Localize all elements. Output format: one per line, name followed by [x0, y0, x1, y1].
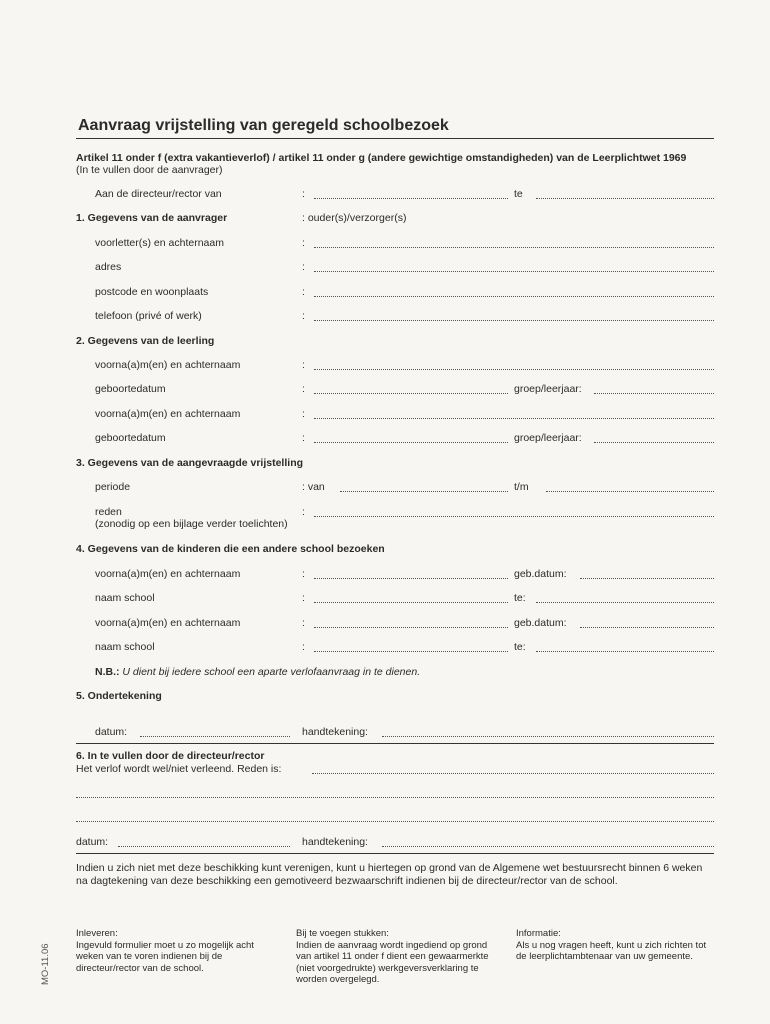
section-2-heading: 2. Gegevens van de leerling: [76, 335, 215, 347]
tm-label: t/m: [514, 481, 529, 493]
nb-note: [95, 666, 420, 678]
applicant-role: : ouder(s)/verzorger(s): [302, 212, 407, 224]
footer-col-info: [516, 928, 712, 963]
sibling-dob-field-2[interactable]: [580, 627, 714, 628]
group-label: groep/leerjaar:: [514, 383, 582, 395]
section-3-heading: 3. Gegevens van de aangevraagde vrijstelling: [76, 457, 304, 469]
field-label: voorna(a)m(en) en achternaam: [95, 408, 241, 420]
colon: :: [302, 506, 305, 518]
colon: :: [302, 188, 305, 200]
signature-label: handtekening:: [302, 836, 368, 848]
period-to-field[interactable]: [546, 491, 714, 492]
field-label: geboortedatum: [95, 383, 166, 395]
field-label: voorna(a)m(en) en achternaam: [95, 568, 241, 580]
pupil-group-field[interactable]: [594, 393, 714, 394]
pupil-dob-field-2[interactable]: [314, 442, 508, 443]
field-label: voorna(a)m(en) en achternaam: [95, 617, 241, 629]
field-label: telefoon (privé of werk): [95, 310, 202, 322]
group-label: groep/leerjaar:: [514, 432, 582, 444]
colon: :: [302, 237, 305, 249]
te-label: te: [514, 188, 523, 200]
te-label: te:: [514, 641, 526, 653]
sibling-dob-field[interactable]: [580, 578, 714, 579]
nb-label: N.B.:: [95, 666, 120, 678]
gebdatum-label: geb.datum:: [514, 568, 567, 580]
signature-date-field[interactable]: [140, 736, 290, 737]
footer-col-submit: [76, 928, 282, 974]
colon: :: [302, 286, 305, 298]
section-rule: [76, 853, 714, 854]
school-place-field[interactable]: [536, 198, 714, 199]
section-rule: [76, 743, 714, 744]
legal-subtitle: Artikel 11 onder f (extra vakantieverlof) / artikel 11 onder g (andere gewichtige omstandigheden) van de Leerplichtwet 1969: [76, 152, 687, 164]
date-label: datum:: [95, 726, 128, 738]
director-signature-field[interactable]: [382, 846, 714, 847]
page-title: Aanvraag vrijstelling van geregeld schoolbezoek: [78, 117, 449, 134]
colon: :: [302, 359, 305, 371]
fill-instruction: (In te vullen door de aanvrager): [76, 164, 223, 176]
field-label: periode: [95, 481, 131, 493]
signature-field[interactable]: [382, 736, 714, 737]
section-5-heading: 5. Ondertekening: [76, 690, 162, 702]
pupil-dob-field[interactable]: [314, 393, 508, 394]
colon: :: [302, 383, 305, 395]
appeal-paragraph: Indien u zich niet met deze beschikking kunt verenigen, kunt u hiertegen op grond van de Algemene wet bestuursrecht binnen 6 weken na dagtekening van deze beschikking een gemotiveerd bezwaarschrift indienen bij de directeur/rector van de school.: [76, 862, 703, 887]
reason-field[interactable]: [314, 516, 714, 517]
sibling-school-field[interactable]: [314, 602, 508, 603]
director-date-field[interactable]: [118, 846, 290, 847]
footer-text: Ingevuld formulier moet u zo mogelijk acht weken van te voren indienen bij de directeur/rector van de school.: [76, 939, 254, 974]
applicant-name-field[interactable]: [314, 247, 714, 248]
footer-title: Informatie:: [516, 928, 561, 939]
title-rule: [76, 138, 714, 139]
pupil-name-field-2[interactable]: [314, 418, 714, 419]
addressee-label: Aan de directeur/rector van: [95, 188, 222, 200]
footer-col-attachments: [296, 928, 496, 986]
van-label: : van: [302, 481, 325, 493]
field-label: postcode en woonplaats: [95, 286, 209, 298]
period-from-field[interactable]: [340, 491, 508, 492]
field-label: reden: [95, 506, 122, 518]
field-label: geboortedatum: [95, 432, 166, 444]
footer-text: Indien de aanvraag wordt ingediend op grond van artikel 11 onder f dient een gewaarmerkte (niet voorgedrukte) werkgeversverklaring te worden overgelegd.: [296, 939, 489, 985]
sibling-school-place-field-2[interactable]: [536, 651, 714, 652]
colon: :: [302, 568, 305, 580]
field-label: naam school: [95, 641, 155, 653]
colon: :: [302, 592, 305, 604]
reason-note: (zonodig op een bijlage verder toelichten): [95, 518, 288, 530]
decision-reason-field-3[interactable]: [76, 821, 714, 822]
date-label: datum:: [76, 836, 109, 848]
colon: :: [302, 641, 305, 653]
sibling-name-field[interactable]: [314, 578, 508, 579]
signature-label: handtekening:: [302, 726, 368, 738]
pupil-name-field[interactable]: [314, 369, 714, 370]
decision-reason-field-2[interactable]: [76, 797, 714, 798]
sibling-name-field-2[interactable]: [314, 627, 508, 628]
footer-title: Inleveren:: [76, 928, 118, 939]
applicant-postcode-field[interactable]: [314, 296, 714, 297]
field-label: voorletter(s) en achternaam: [95, 237, 224, 249]
colon: :: [302, 408, 305, 420]
school-name-field[interactable]: [314, 198, 508, 199]
field-label: naam school: [95, 592, 155, 604]
footer-title: Bij te voegen stukken:: [296, 928, 389, 939]
gebdatum-label: geb.datum:: [514, 617, 567, 629]
pupil-group-field-2[interactable]: [594, 442, 714, 443]
nb-text: U dient bij iedere school een aparte verlofaanvraag in te dienen.: [122, 666, 421, 678]
applicant-address-field[interactable]: [314, 271, 714, 272]
footer-text: Als u nog vragen heeft, kunt u zich richten tot de leerplichtambtenaar van uw gemeente.: [516, 939, 707, 962]
field-label: voorna(a)m(en) en achternaam: [95, 359, 241, 371]
colon: :: [302, 617, 305, 629]
sibling-school-field-2[interactable]: [314, 651, 508, 652]
section-1-heading: 1. Gegevens van de aanvrager: [76, 212, 228, 224]
te-label: te:: [514, 592, 526, 604]
sibling-school-place-field[interactable]: [536, 602, 714, 603]
colon: :: [302, 432, 305, 444]
applicant-phone-field[interactable]: [314, 320, 714, 321]
field-label: adres: [95, 261, 122, 273]
section-4-heading: 4. Gegevens van de kinderen die een andere school bezoeken: [76, 543, 385, 555]
decision-text: Het verlof wordt wel/niet verleend. Reden is:: [76, 763, 282, 775]
section-6-heading: 6. In te vullen door de directeur/rector: [76, 750, 265, 762]
colon: :: [302, 261, 305, 273]
decision-reason-field[interactable]: [312, 773, 714, 774]
form-code: MO-11.06: [40, 943, 51, 985]
colon: :: [302, 310, 305, 322]
